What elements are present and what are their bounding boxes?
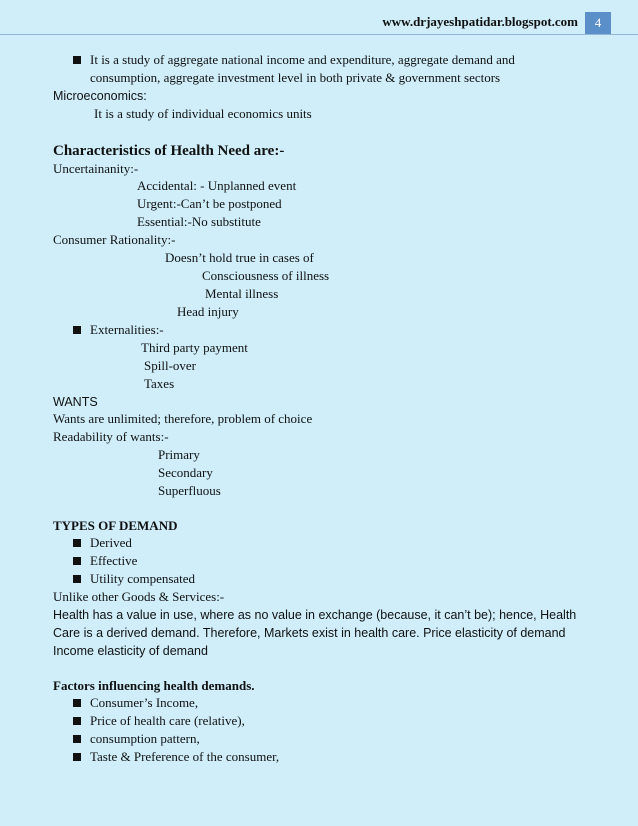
consumer-item: Consciousness of illness <box>202 268 330 283</box>
wants-heading: WANTS <box>53 395 98 409</box>
micro-definition: It is a study of individual economics units <box>94 106 312 121</box>
bullet-icon <box>73 699 81 707</box>
demand-item: Derived <box>90 535 132 550</box>
bullet-icon <box>73 539 81 547</box>
header-url: www.drjayeshpatidar.blogspot.com <box>382 14 578 29</box>
uncertainty-item: Accidental: - Unplanned event <box>137 178 297 193</box>
bullet-icon <box>73 735 81 743</box>
wants-line: Wants are unlimited; therefore, problem of choice <box>53 411 313 426</box>
factor-item: Consumer’s Income, <box>90 695 199 710</box>
demand-paragraph-line: Care is a derived demand. Therefore, Markets exist in health care. Price elasticity of demand <box>53 626 566 640</box>
externalities-item: Spill-over <box>144 358 196 373</box>
factor-item: Taste & Preference of the consumer, <box>90 749 280 764</box>
uncertainty-item: Essential:-No substitute <box>137 214 261 229</box>
demand-paragraph-line: Health has a value in use, where as no value in exchange (because, it can’t be); hence, Health <box>53 608 577 622</box>
macro-line-1: It is a study of aggregate national income and expenditure, aggregate demand and <box>90 52 515 67</box>
uncertainty-label: Uncertainanity:- <box>53 161 139 176</box>
demand-item: Effective <box>90 553 138 568</box>
readability-label: Readability of wants:- <box>53 429 169 444</box>
readability-item: Superfluous <box>158 483 221 498</box>
micro-label: Microeconomics: <box>53 89 147 103</box>
readability-item: Primary <box>158 447 200 462</box>
consumer-item: Mental illness <box>205 286 279 301</box>
bullet-icon <box>73 575 81 583</box>
consumer-rationality-label: Consumer Rationality:- <box>53 232 176 247</box>
factor-item: Price of health care (relative), <box>90 713 245 728</box>
factor-item: consumption pattern, <box>90 731 200 746</box>
unlike-label: Unlike other Goods & Services:- <box>53 589 225 604</box>
consumer-rationality-intro: Doesn’t hold true in cases of <box>165 250 314 265</box>
externalities-label: Externalities:- <box>90 322 164 337</box>
bullet-icon <box>73 56 81 64</box>
demand-item: Utility compensated <box>90 571 196 586</box>
bullet-icon <box>73 753 81 761</box>
readability-item: Secondary <box>158 465 213 480</box>
page-number: 4 <box>585 12 611 34</box>
bullet-icon <box>73 326 81 334</box>
demand-paragraph-line: Income elasticity of demand <box>53 644 208 658</box>
bullet-icon <box>73 557 81 565</box>
bullet-icon <box>73 717 81 725</box>
externalities-item: Taxes <box>144 376 175 391</box>
demand-heading: TYPES OF DEMAND <box>53 518 178 533</box>
characteristics-heading: Characteristics of Health Need are:- <box>53 143 285 159</box>
macro-line-2: consumption, aggregate investment level in both private & government sectors <box>90 70 501 85</box>
uncertainty-item: Urgent:-Can’t be postponed <box>137 196 282 211</box>
header-rule <box>0 34 638 35</box>
consumer-item: Head injury <box>177 304 239 319</box>
factors-heading: Factors influencing health demands. <box>53 678 255 693</box>
externalities-item: Third party payment <box>141 340 248 355</box>
